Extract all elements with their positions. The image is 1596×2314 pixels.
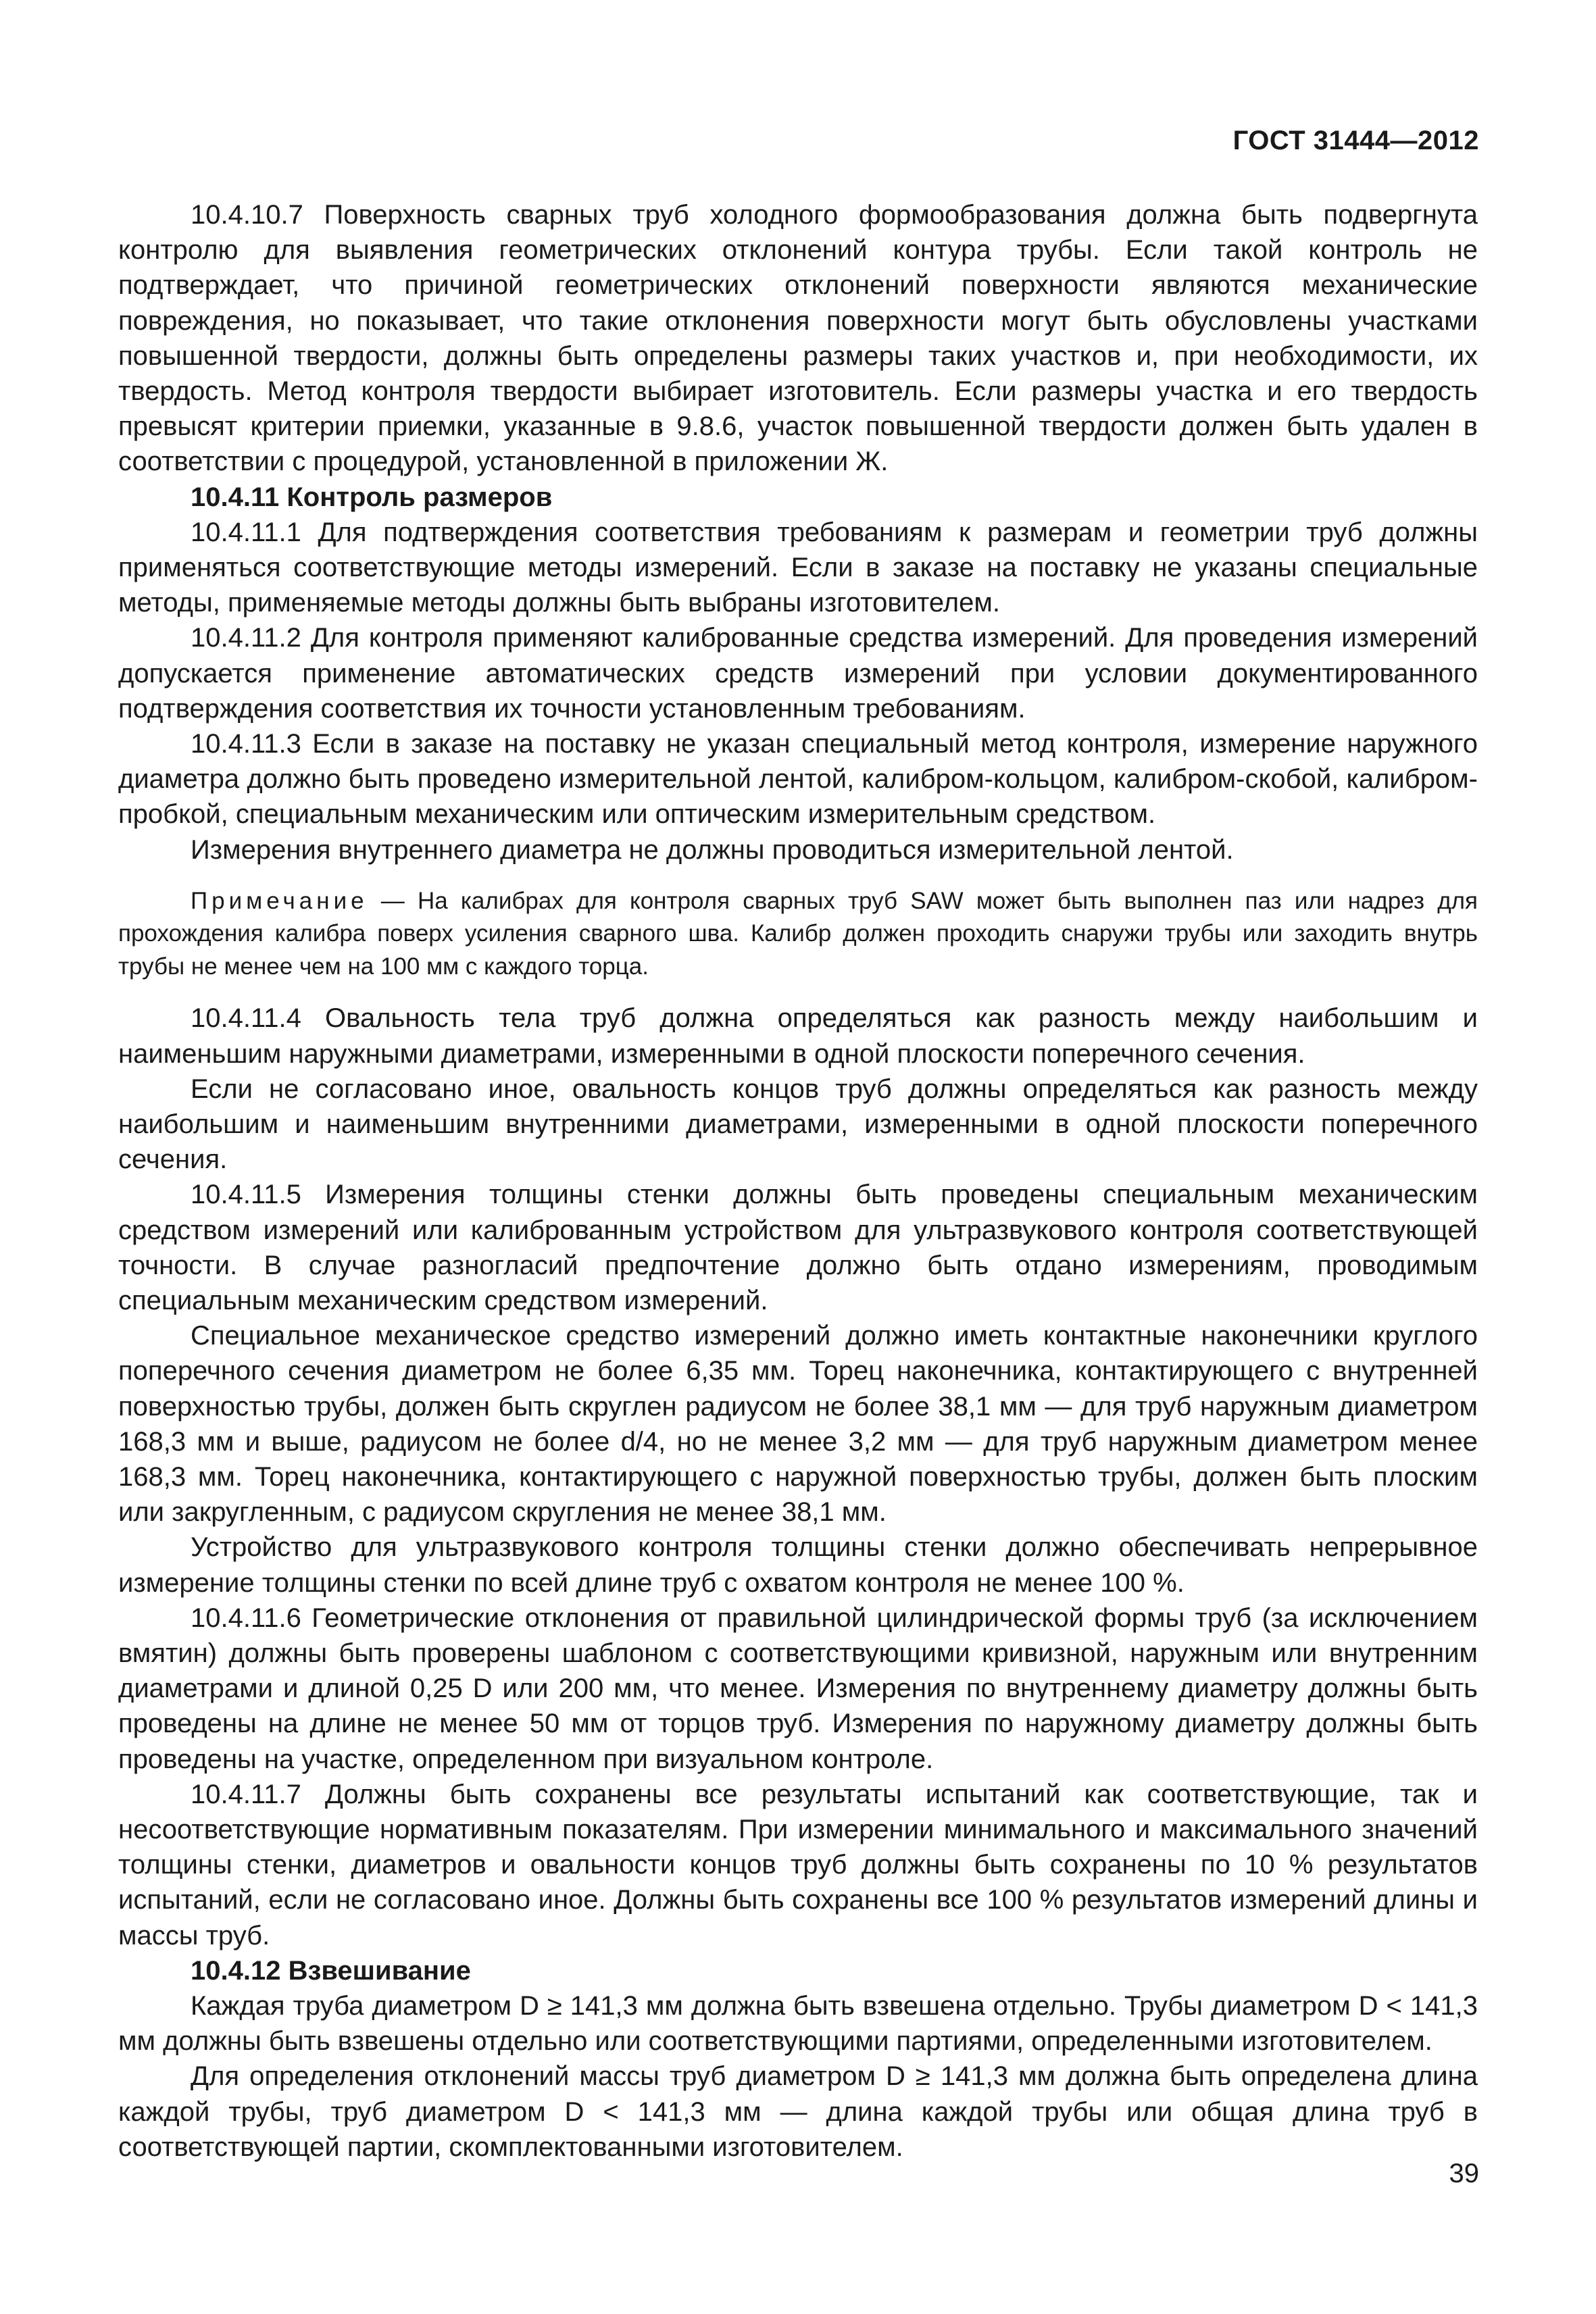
note-label: Примечание [191,887,368,914]
paragraph: 10.4.10.7 Поверхность сварных труб холодного формообразования должна быть подвергнута контролю для выявления геометрических отклонений контура трубы. Если такой контроль не подтверждает, что причиной геометрических отклонений поверхности являются механические повреждения, но показывает, что такие отклонения поверхности могут быть обусловлены участками повышенной твердости, должны быть определены размеры таких участков и, при необходимости, их твердость. Метод контроля твердости выбирает изготовитель. Если размеры участка и его твердость превысят критерии приемки, указанные в 9.8.6, участок повышенной твердости должен быть удален в соответствии с процедурой, установленной в приложении Ж. [118,200,1478,477]
document-body [118,197,1478,2165]
paragraph: 10.4.11.7 Должны быть сохранены все результаты испытаний как соответствующие, так и несоответствующие нормативным показателям. При измерении минимального и максимального значений толщины стенки, диаметров и овальности концов труб должны быть сохранены по 10 % результатов испытаний, если не согласовано иное. Должны быть сохранены все 100 % результатов измерений длины и массы труб. [118,1779,1478,1951]
note-text: — На калибрах для контроля сварных труб SAW может быть выполнен паз или надрез для прохождения калибра поверх усиления сварного шва. Калибр должен проходить снаружи трубы или заходить внутрь трубы не менее чем на 100 мм с каждого торца. [118,887,1478,980]
paragraph: 10.4.11.2 Для контроля применяют калиброванные средства измерений. Для проведения измерений допускается применение автоматических средств измерений при условии документированного подтверждения соответствия их точности установленным требованиям. [118,623,1478,724]
paragraph: Каждая труба диаметром D ≥ 141,3 мм должна быть взвешена отдельно. Трубы диаметром D < 141,3 мм должны быть взвешены отдельно или соответствующими партиями, определенными изготовителем. [118,1991,1478,2057]
paragraph: Измерения внутреннего диаметра не должны проводиться измерительной лентой. [191,834,1234,865]
paragraph: Если не согласовано иное, овальность концов труб должны определяться как разность между наибольшим и наименьшим внутренними диаметрами, измеренными в одной плоскости поперечного сечения. [118,1074,1478,1175]
paragraph: 10.4.11.6 Геометрические отклонения от правильной цилиндрической формы труб (за исключением вмятин) должны быть проверены шаблоном с соответствующими кривизной, наружным или внутренним диаметрами и длиной 0,25 D или 200 мм, что менее. Измерения по внутреннему диаметру должны быть проведены на длине не менее 50 мм от торцов труб. Измерения по наружному диаметру должны быть проведены на участке, определенном при визуальном контроле. [118,1603,1478,1774]
paragraph: 10.4.11.1 Для подтверждения соответствия требованиям к размерам и геометрии труб должны применяться соответствующие методы измерений. Если в заказе на поставку не указаны специальные методы, применяемые методы должны быть выбраны изготовителем. [118,517,1478,618]
document-code: ГОСТ 31444—2012 [1232,126,1479,155]
paragraph: Специальное механическое средство измерений должно иметь контактные наконечники круглого поперечного сечения диаметром не более 6,35 мм. Торец наконечника, контактирующего с внутренней поверхностью трубы, должен быть скруглен радиусом не более 38,1 мм — для труб наружным диаметром 168,3 мм и выше, радиусом не более d/4, но не менее 3,2 мм — для труб наружным диаметром менее 168,3 мм. Торец наконечника, контактирующего с наружной поверхностью трубы, должен быть плоским или закругленным, с радиусом скругления не менее 38,1 мм. [118,1321,1478,1528]
section-heading: 10.4.11 Контроль размеров [191,482,553,512]
paragraph: 10.4.11.4 Овальность тела труб должна определяться как разность между наибольшим и наименьшим наружными диаметрами, измеренными в одной плоскости поперечного сечения. [118,1003,1478,1069]
page-number: 39 [1449,2159,1479,2188]
note [118,885,1478,984]
paragraph: 10.4.11.5 Измерения толщины стенки должны быть проведены специальным механическим средством измерений или калиброванным устройством для ультразвукового контроля соответствующей точности. В случае разногласий предпочтение должно быть отдано измерениям, проводимым специальным механическим средством измерений. [118,1180,1478,1315]
paragraph: Устройство для ультразвукового контроля толщины стенки должно обеспечивать непрерывное измерение толщины стенки по всей длине труб с охватом контроля не менее 100 %. [118,1532,1478,1598]
paragraph: 10.4.11.3 Если в заказе на поставку не указан специальный метод контроля, измерение наружного диаметра должно быть проведено измерительной лентой, калибром-кольцом, калибром-скобой, калибром-пробкой, специальным механическим или оптическим измерительным средством. [118,729,1478,830]
section-heading: 10.4.12 Взвешивание [191,1955,471,1986]
paragraph: Для определения отклонений массы труб диаметром D ≥ 141,3 мм должна быть определена длина каждой трубы, труб диаметром D < 141,3 мм — длина каждой трубы или общая длина труб в соответствующей партии, скомплектованными изготовителем. [118,2061,1478,2162]
